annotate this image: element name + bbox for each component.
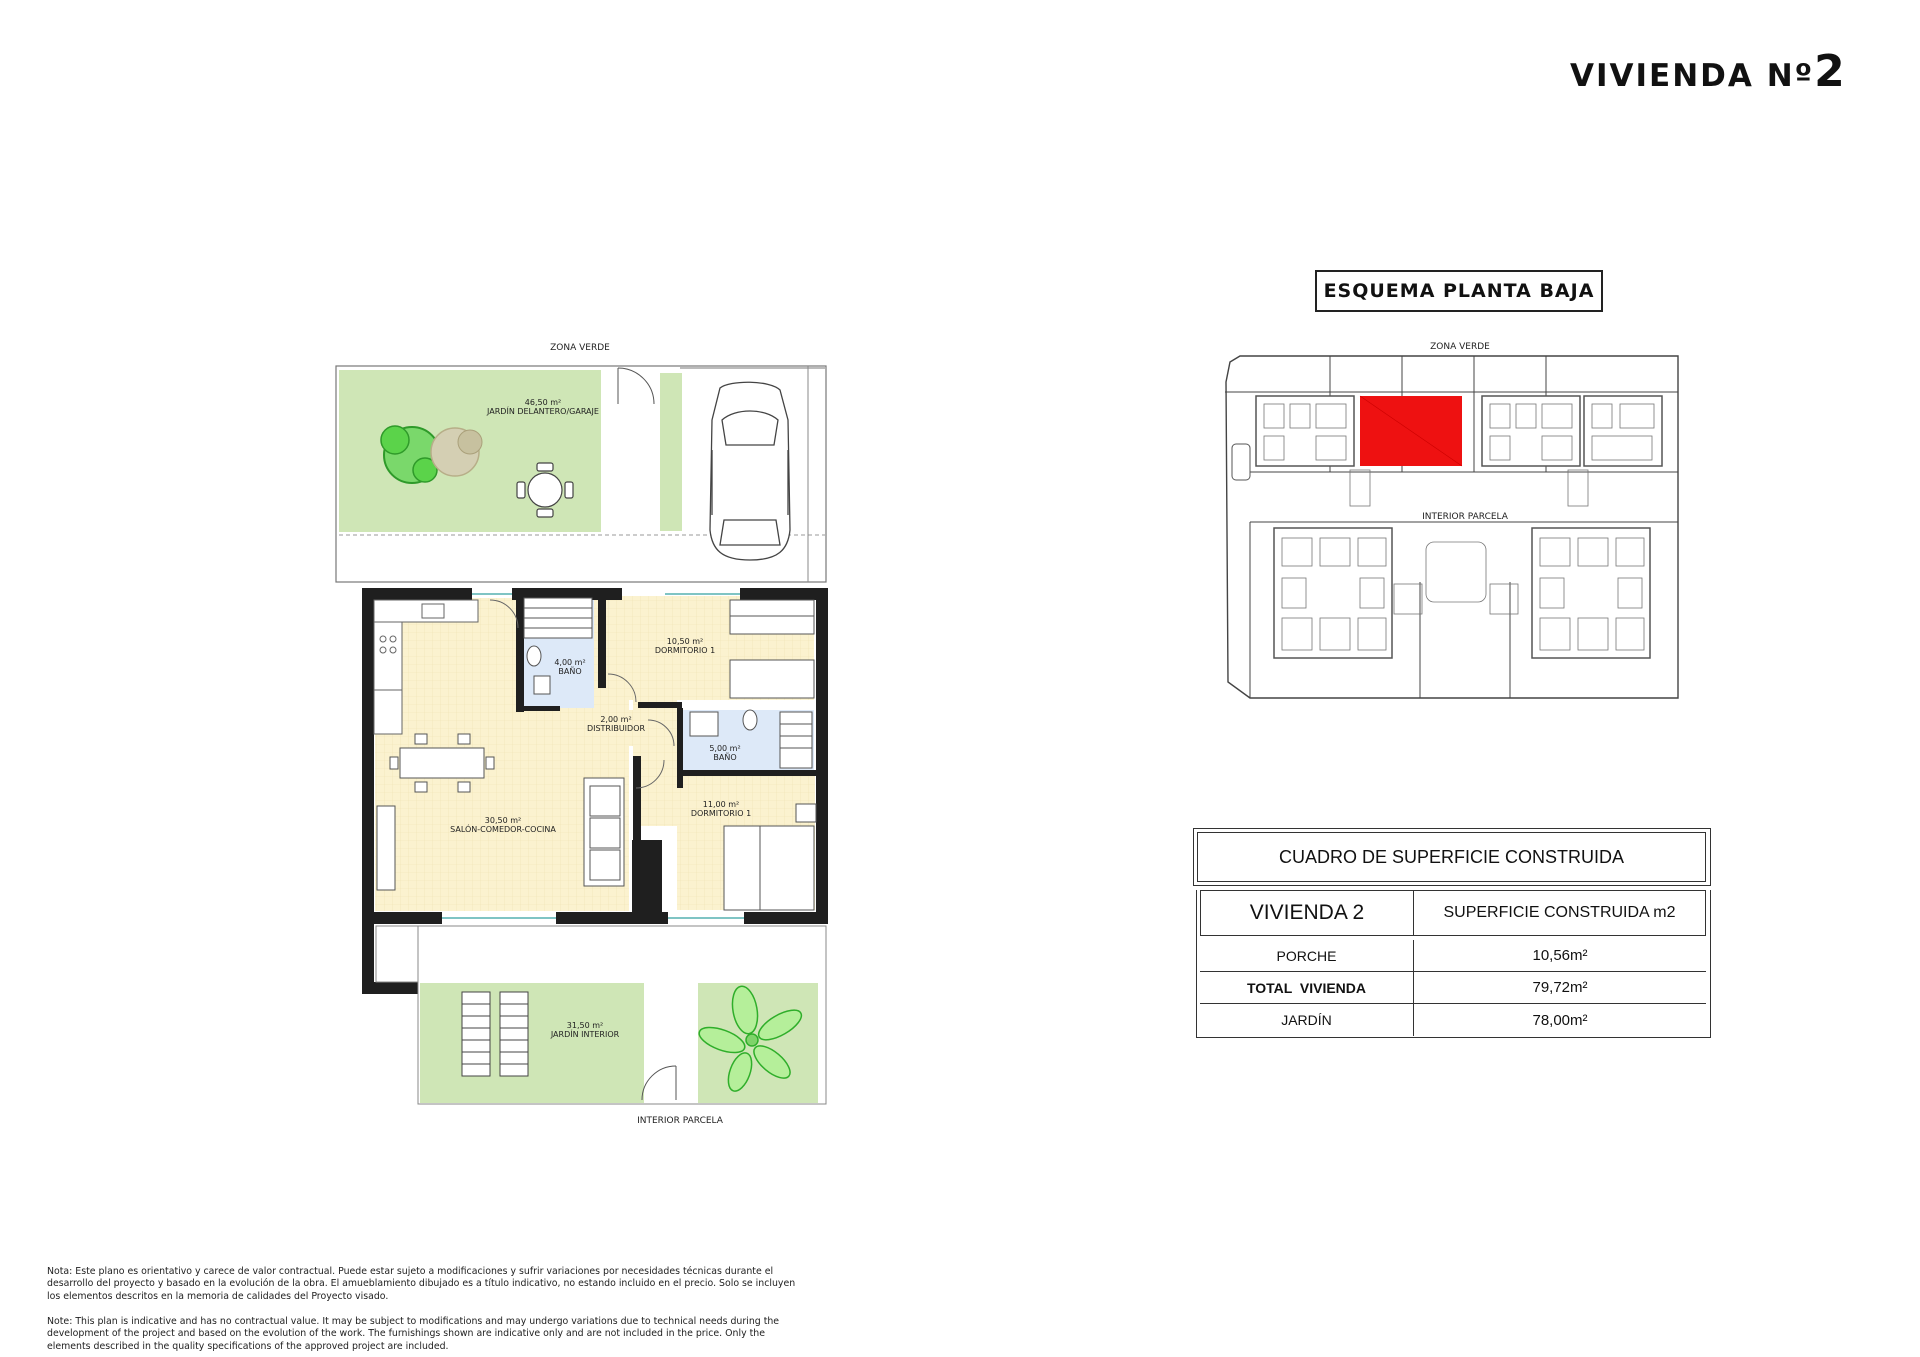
sofa-icon xyxy=(584,778,624,886)
room-name: DISTRIBUIDOR xyxy=(586,724,646,734)
table-row-label: JARDÍN xyxy=(1200,1004,1414,1036)
room-area: 2,00 m² xyxy=(600,715,632,724)
table-row-value: 78,00m² xyxy=(1532,1011,1588,1029)
room-name: JARDÍN DELANTERO/GARAJE xyxy=(487,407,599,417)
scheme-title: ESQUEMA PLANTA BAJA xyxy=(1315,270,1603,312)
room-area: 10,50 m² xyxy=(666,637,704,646)
title-number: 2 xyxy=(1814,46,1847,97)
room-area: 46,50 m² xyxy=(524,398,562,407)
room-area: 11,00 m² xyxy=(702,800,740,809)
table-row-value: 10,56m² xyxy=(1414,940,1706,972)
table-row-label: TOTAL VIVIENDA xyxy=(1200,972,1414,1004)
room-label-back-garden xyxy=(530,1021,640,1039)
table-row-value: 79,72m² xyxy=(1414,972,1706,1004)
room-label-distributor xyxy=(566,715,666,733)
room-label-bedroom2 xyxy=(666,800,776,818)
room-label-bedroom1 xyxy=(630,637,740,655)
front-lawn-strip xyxy=(660,373,682,531)
room-name: DORMITORIO 1 xyxy=(690,809,752,819)
scheme-car-icon xyxy=(1232,444,1250,480)
back-lawn xyxy=(420,983,644,1103)
room-name: JARDÍN INTERIOR xyxy=(550,1030,620,1040)
room-label-bath2 xyxy=(690,744,760,762)
ground-floor-scheme xyxy=(1220,352,1680,702)
car-icon xyxy=(710,382,790,560)
table-header-left: VIVIENDA 2 xyxy=(1200,890,1414,936)
surface-table xyxy=(1193,828,1713,1038)
room-area: 30,50 m² xyxy=(484,816,522,825)
note-es: Nota: Este plano es orientativo y carece de valor contractual. Puede estar sujeto a modificaciones y sufrir variaciones por necesidades técnicas durante el desarrollo del proyecto y basado en la evolución de la obra. El amueblamiento dibujado es a título indicativo, no estando incluido en el precio. Solo se incluyen los elementos descritos en la memoria de calidades del Proyecto visado. xyxy=(47,1266,796,1302)
table-title: CUADRO DE SUPERFICIE CONSTRUIDA xyxy=(1197,832,1706,882)
room-area: 4,00 m² xyxy=(554,658,586,667)
room-name: DORMITORIO 1 xyxy=(654,646,716,656)
note-en: Note: This plan is indicative and has no contractual value. It may be subject to modifications and may undergo variations due to technical needs during the development of the project and based on the evolution of the work. The furnishings shown are indicative only and are not included in the price. Only the elements described in the quality specifications of the approved project are included. xyxy=(47,1316,780,1352)
plan-bottom-label: INTERIOR PARCELA xyxy=(637,1116,723,1126)
room-area: 31,50 m² xyxy=(566,1021,604,1030)
room-label-salon xyxy=(428,816,578,834)
room-label-front-garden xyxy=(468,398,618,416)
room-name: BAÑO xyxy=(713,753,737,763)
room-area: 5,00 m² xyxy=(709,744,741,753)
room-label-bath1 xyxy=(532,658,608,676)
title-prefix: VIVIENDA Nº xyxy=(1570,58,1815,94)
room-name: BAÑO xyxy=(558,667,582,677)
table-row-label: PORCHE xyxy=(1200,940,1414,972)
tv-unit xyxy=(377,806,395,890)
plan-top-label: ZONA VERDE xyxy=(550,343,610,353)
scheme-top-label: ZONA VERDE xyxy=(1430,342,1490,352)
room-name: SALÓN-COMEDOR-COCINA xyxy=(450,825,556,835)
scheme-middle-label: INTERIOR PARCELA xyxy=(1422,512,1508,522)
table-header-right: SUPERFICIE CONSTRUIDA m2 xyxy=(1414,890,1706,936)
